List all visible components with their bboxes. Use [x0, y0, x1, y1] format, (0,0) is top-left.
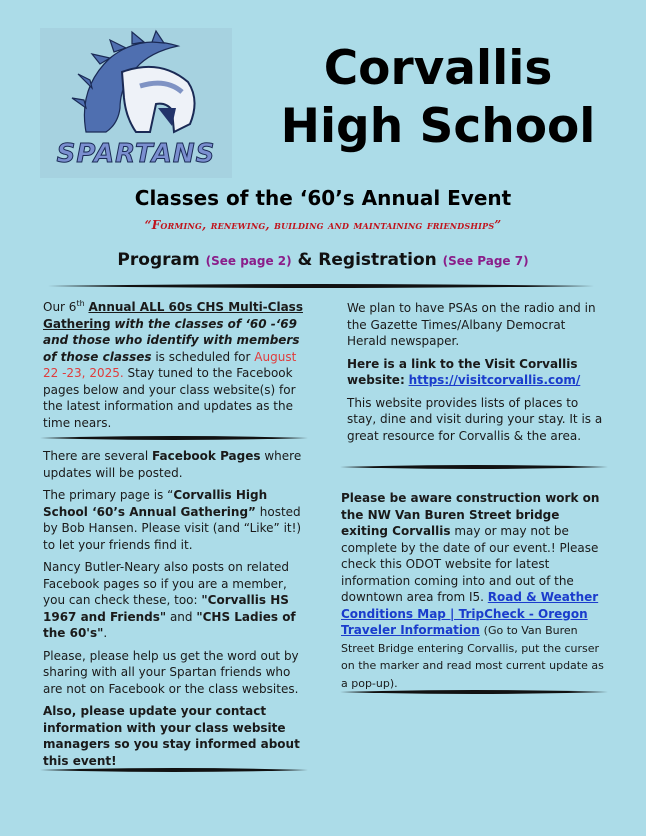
visit-corvallis-paragraph [347, 356, 605, 389]
event-date: August 22 -23, 2025. [43, 349, 297, 380]
school-title-line1: Corvallis [323, 41, 553, 96]
text: hosted by Bob Hansen. Please visit (and “Like” it!) to let your friends find it. [43, 504, 302, 552]
text: There are several [43, 449, 149, 463]
logo-text: SPARTANS [56, 139, 216, 169]
tripcheck-instructions: (Go to Van Buren Street Bridge entering Corvallis, put the curser on the marker and read most current update as a pop-up). [341, 624, 604, 690]
update-contact-paragraph: Also, please update your contact information with your class website managers so you stay informed about this event! [43, 704, 300, 768]
primary-page-name: Corvallis High School ‘60’s Annual Gathering” [43, 488, 268, 519]
school-title [248, 40, 628, 156]
right-column-bottom [341, 490, 607, 698]
classes-note: with the classes of ‘60 -‘69 and those who identify with members of those classes [43, 316, 300, 364]
text: . [103, 626, 108, 640]
event-title: Classes of the ‘60’s Annual Event [134, 186, 512, 210]
related-pages-paragraph [43, 559, 305, 642]
registration-label: & Registration [297, 250, 437, 270]
text: and [169, 609, 193, 624]
spartans-logo [40, 28, 232, 178]
tripcheck-link[interactable]: Road & Weather Conditions Map | TripCheck - Oregon Traveler Information [341, 590, 599, 637]
construction-warning: Please be aware construction work on the NW Van Buren Street bridge exiting Corvallis [341, 491, 600, 538]
text: where updates will be posted. [43, 449, 302, 480]
announcement-paragraph [43, 296, 305, 431]
left-column-bottom [43, 448, 305, 775]
text: Our 6 [43, 300, 77, 314]
text: Stay tuned to the Facebook pages below and your class website(s) for the latest information and updates as the time nears. [43, 366, 296, 430]
event-name: Annual ALL 60s CHS Multi-Class Gathering [43, 300, 303, 331]
fb-group-ladies: "CHS Ladies of the 60's" [43, 609, 296, 640]
visit-corvallis-label: Here is a link to the Visit Corvallis website: [347, 356, 578, 387]
text: is scheduled for [155, 349, 251, 364]
school-title-line2: High School [280, 99, 596, 154]
primary-page-paragraph [43, 487, 305, 553]
registration-page-ref: (See Page 7) [442, 254, 529, 268]
superscript: th [76, 299, 85, 308]
psa-paragraph: We plan to have PSAs on the radio and in the Gazette Times/Albany Democrat Herald newspaper. [347, 301, 596, 348]
left-column-top [43, 296, 305, 437]
construction-paragraph [341, 490, 607, 692]
visit-corvallis-link[interactable]: https://visitcorvallis.com/ [408, 373, 581, 387]
right-column-top [347, 300, 605, 450]
text: Nancy Butler-Neary also posts on related Facebook pages so if you are a member, you can check these, too: [43, 560, 290, 607]
program-registration-line [0, 250, 646, 270]
text: The primary page is “ [43, 488, 174, 502]
right-divider-1 [340, 464, 608, 470]
program-label: Program [117, 250, 200, 270]
share-paragraph: Please, please help us get the word out by sharing with all your Spartan friends who are not on Facebook or the class websites. [43, 648, 299, 696]
header-divider [48, 283, 594, 289]
facebook-pages-label: Facebook Pages [151, 449, 261, 463]
fb-group-1967: "Corvallis HS 1967 and Friends" [43, 593, 289, 624]
program-page-ref: (See page 2) [205, 254, 292, 268]
website-description: This website provides lists of places to stay, dine and visit during your stay. It is a great resource for Corvallis & the area. [347, 395, 603, 443]
text: may or may not be complete by the date of our event.! Please check this ODOT website for latest information coming into and out of the downtown area from I5. [341, 524, 599, 604]
tagline: “Forming, renewing, building and maintaining friendships” [144, 218, 502, 232]
facebook-paragraph [43, 448, 305, 481]
